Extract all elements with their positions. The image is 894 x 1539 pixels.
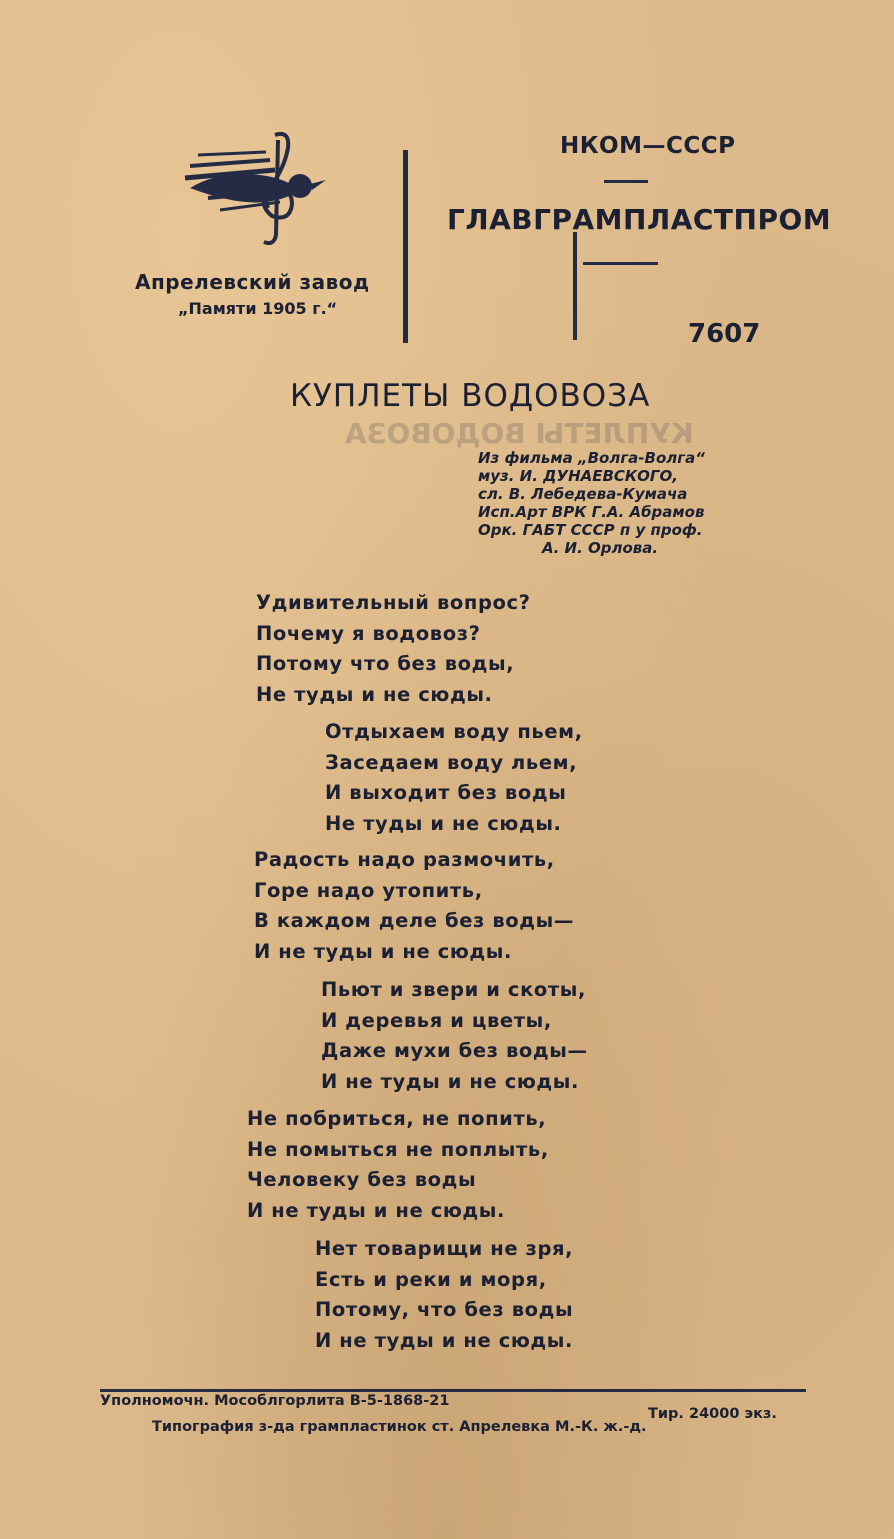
print-run: Тир. 24000 экз. — [648, 1406, 777, 1422]
stanza — [256, 588, 531, 710]
lyric-line: В каждом деле без воды— — [254, 909, 574, 932]
lyric-line: Даже мухи без воды— — [321, 1039, 588, 1062]
lyric-line: Пьют и звери и скоты, — [321, 978, 587, 1001]
credits — [478, 449, 705, 557]
lyric-line: Горе надо утопить, — [254, 878, 483, 902]
credit-conductor: А. И. Орлова. — [542, 539, 659, 557]
divider-right — [573, 232, 577, 340]
lyric-line: Не помыться не поплыть, — [247, 1137, 549, 1161]
lyric-line: Не туды и не сюды. — [256, 682, 493, 706]
lyric-line: Отдыхаем воду пьем, — [325, 720, 583, 743]
song-title: КУПЛЕТЫ ВОДОВОЗА — [290, 378, 651, 414]
lyric-line: И выходит без воды — [325, 781, 567, 804]
divider-dash — [583, 262, 658, 265]
credit-orchestra: Орк. ГАБТ СССР п у проф. — [478, 521, 703, 539]
lyric-line: Нет товарищи не зря, — [315, 1237, 574, 1260]
printer-note: Типография з-да грампластинок ст. Апрелевка М.-К. ж.-д. — [152, 1419, 647, 1435]
divider-left — [403, 150, 408, 343]
credit-music: муз. И. ДУНАЕВСКОГО, — [478, 467, 678, 485]
lyric-line: Потому что без воды, — [256, 652, 515, 675]
catalog-number: 7607 — [688, 319, 761, 349]
lyric-line: Почему я водовоз? — [256, 621, 481, 645]
lyric-line: И не туды и не сюды. — [247, 1198, 506, 1222]
plant-name: Апрелевский завод — [135, 270, 370, 294]
lyric-line: Удивительный вопрос? — [256, 591, 531, 614]
lyric-line: Человеку без воды — [247, 1168, 477, 1191]
credit-film: Из фильма „Волга-Волга“ — [478, 449, 705, 467]
stanza — [247, 1104, 549, 1226]
ministry-name: НКОМ—СССР — [560, 133, 736, 159]
stanza — [321, 975, 588, 1097]
lyric-line: И не туды и не сюды. — [254, 939, 513, 963]
lyric-line: И не туды и не сюды. — [315, 1328, 574, 1352]
plant-subtitle: „Памяти 1905 г.“ — [178, 299, 338, 318]
footer-rule — [100, 1389, 806, 1392]
stanza — [325, 717, 583, 839]
lyric-line: И не туды и не сюды. — [321, 1069, 580, 1093]
lyric-line: Не побриться, не попить, — [247, 1107, 547, 1130]
credit-lyrics: сл. В. Лебедева-Кумача — [478, 485, 688, 503]
ghost-text: КУПЛЕТЫ ВОДОВОЗА — [345, 417, 694, 450]
authorization-note: Уполномочн. Мособлгорлита В-5-1868-21 — [100, 1393, 450, 1409]
lyric-line: Потому, что без воды — [315, 1298, 574, 1321]
credit-performer: Исп.Арт ВРК Г.А. Абрамов — [478, 503, 705, 521]
trust-name: ГЛАВГРАМПЛАСТПРОМ — [447, 203, 832, 236]
stanza — [254, 845, 574, 967]
swallow-clef-logo-icon — [180, 130, 330, 250]
stanza — [315, 1234, 573, 1356]
lyric-line: Не туды и не сюды. — [325, 811, 562, 835]
lyric-line: И деревья и цветы, — [321, 1008, 552, 1032]
lyric-line: Есть и реки и моря, — [315, 1267, 547, 1291]
divider-dash — [604, 180, 648, 183]
lyric-line: Радость надо размочить, — [254, 848, 555, 871]
lyric-line: Заседаем воду льем, — [325, 750, 578, 774]
